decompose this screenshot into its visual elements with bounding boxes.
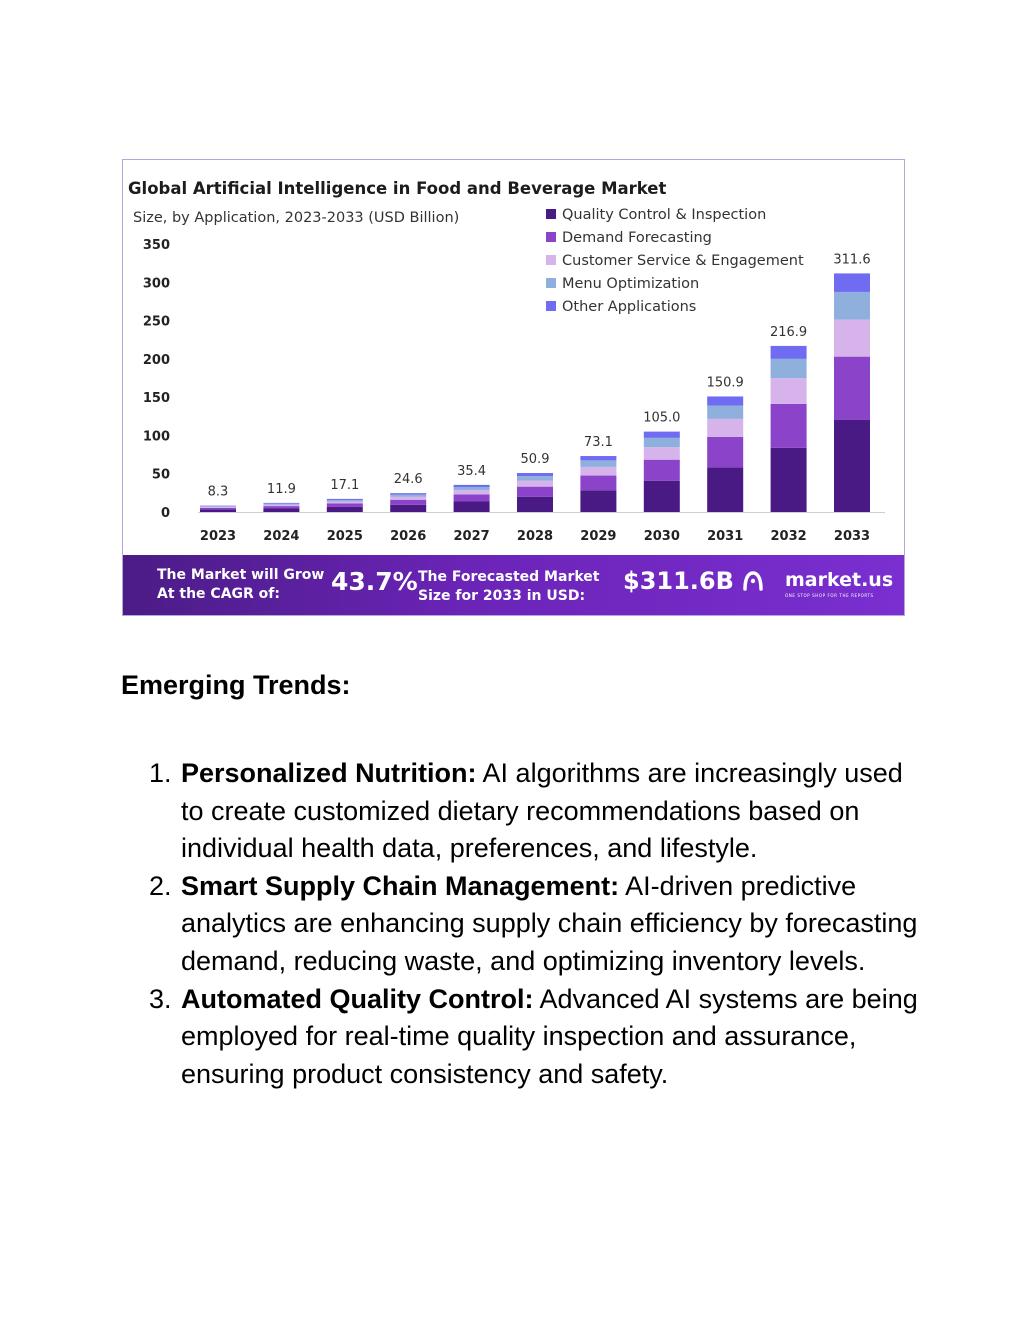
chart-legend bbox=[546, 207, 804, 315]
bar-segment bbox=[707, 419, 743, 437]
trend-description: AI-driven predictive analytics are enhancing supply chain efficiency by forecasting demand, reducing waste, and optimizing inventory levels. bbox=[181, 870, 918, 976]
trend-description: Advanced AI systems are being employed for real-time quality inspection and assurance, ensuring product consistency and safety. bbox=[181, 983, 918, 1089]
bar-segment bbox=[200, 510, 236, 512]
bar-segment bbox=[200, 507, 236, 508]
bar-stacks bbox=[200, 273, 870, 512]
legend-swatch bbox=[546, 255, 556, 265]
bar-segment bbox=[327, 504, 363, 507]
forecast-value: $311.6B bbox=[623, 567, 734, 595]
x-tick-label: 2025 bbox=[326, 529, 363, 544]
x-tick-label: 2023 bbox=[199, 529, 237, 544]
legend-swatch bbox=[546, 209, 556, 219]
trend-item bbox=[121, 868, 921, 981]
bar-segment bbox=[517, 487, 553, 497]
cagr-caption-line2: At the CAGR of: bbox=[157, 586, 280, 602]
bar-total-label: 17.1 bbox=[330, 477, 360, 493]
trend-number: 1. bbox=[149, 758, 172, 788]
bar-segment bbox=[771, 378, 807, 404]
bar-segment bbox=[454, 494, 490, 501]
chart-subtitle: Size, by Application, 2023-2033 (USD Billion) bbox=[133, 210, 460, 226]
bar-segment bbox=[517, 497, 553, 512]
bar-segment bbox=[517, 481, 553, 487]
bar-segment bbox=[834, 273, 870, 292]
bar-total-label: 11.9 bbox=[266, 481, 296, 497]
x-axis bbox=[198, 513, 885, 545]
trend-title: Automated Quality Control: bbox=[181, 983, 534, 1014]
bar-segment bbox=[327, 499, 363, 500]
bar-segment bbox=[327, 502, 363, 504]
legend-swatch bbox=[546, 232, 556, 242]
bar-segment bbox=[390, 505, 426, 512]
y-tick-label: 100 bbox=[142, 429, 170, 445]
bar-segment bbox=[707, 396, 743, 405]
legend-entry: Other Applications bbox=[562, 299, 697, 315]
y-tick-label: 300 bbox=[142, 276, 170, 292]
bar-segment bbox=[454, 502, 490, 512]
bar-segment bbox=[454, 487, 490, 490]
summary-banner bbox=[123, 555, 905, 616]
bar-segment bbox=[390, 495, 426, 497]
market-us-logo-icon bbox=[743, 567, 763, 593]
bar-total-label: 150.9 bbox=[706, 375, 744, 391]
x-tick-label: 2029 bbox=[580, 529, 617, 544]
bar-segment bbox=[771, 404, 807, 448]
bar-segment bbox=[263, 505, 299, 506]
x-tick-label: 2033 bbox=[833, 529, 871, 544]
bar-total-label: 35.4 bbox=[457, 463, 487, 479]
y-tick-label: 150 bbox=[142, 391, 170, 407]
brand-tagline: ONE STOP SHOP FOR THE REPORTS bbox=[785, 593, 874, 598]
market-chart bbox=[123, 160, 905, 555]
bar-total-label: 73.1 bbox=[583, 435, 613, 451]
bar-segment bbox=[263, 508, 299, 512]
cagr-caption-line1: The Market will Grow bbox=[157, 567, 325, 583]
bar-segment bbox=[200, 508, 236, 510]
legend-entry: Customer Service & Engagement bbox=[562, 253, 804, 269]
x-tick-label: 2024 bbox=[263, 529, 300, 544]
bar-segment bbox=[644, 481, 680, 512]
bar-segment bbox=[771, 346, 807, 359]
bar-segment bbox=[707, 405, 743, 418]
bar-segment bbox=[517, 473, 553, 476]
bar-segment bbox=[771, 359, 807, 378]
bar-segment bbox=[834, 320, 870, 357]
x-tick-label: 2030 bbox=[643, 529, 680, 544]
trend-description: AI algorithms are increasingly used to create customized dietary recommendations based on individual health data, preferences, and lifestyle. bbox=[181, 758, 903, 864]
trend-number: 2. bbox=[149, 870, 172, 901]
market-chart-card bbox=[122, 159, 905, 616]
x-tick-label: 2026 bbox=[390, 529, 427, 544]
trend-item bbox=[121, 981, 921, 1094]
bar-total-label: 50.9 bbox=[520, 452, 550, 468]
y-axis bbox=[143, 238, 170, 521]
bar-segment bbox=[644, 438, 680, 447]
legend-entry: Demand Forecasting bbox=[562, 230, 712, 246]
y-tick-label: 50 bbox=[151, 467, 170, 483]
bar-total-label: 105.0 bbox=[643, 410, 681, 426]
y-tick-label: 250 bbox=[142, 314, 170, 330]
bar-segment bbox=[390, 500, 426, 505]
bar-segment bbox=[834, 357, 870, 420]
bar-segment bbox=[644, 447, 680, 459]
bar-segment bbox=[390, 497, 426, 500]
bar-segment bbox=[390, 493, 426, 494]
bar-segment bbox=[517, 476, 553, 481]
y-tick-label: 0 bbox=[160, 506, 170, 521]
x-tick-label: 2028 bbox=[516, 529, 554, 544]
cagr-value: 43.7% bbox=[331, 567, 418, 596]
y-tick-label: 200 bbox=[142, 352, 170, 368]
bar-segment bbox=[771, 448, 807, 512]
bar-segment bbox=[834, 292, 870, 320]
trend-title: Personalized Nutrition: bbox=[181, 758, 477, 788]
bar-segment bbox=[580, 467, 616, 476]
brand-name: market.us bbox=[785, 569, 894, 591]
bar-segment bbox=[580, 490, 616, 512]
legend-entry: Menu Optimization bbox=[562, 276, 700, 292]
trends-heading: Emerging Trends: bbox=[121, 670, 351, 700]
bar-segment bbox=[580, 460, 616, 467]
bar-segment bbox=[263, 506, 299, 508]
bar-segment bbox=[707, 437, 743, 467]
bar-segment bbox=[263, 504, 299, 505]
forecast-caption-line2: Size for 2033 in USD: bbox=[418, 588, 586, 604]
trend-item bbox=[121, 755, 921, 868]
bar-segment bbox=[580, 456, 616, 460]
bar-segment bbox=[834, 420, 870, 512]
legend-swatch bbox=[546, 278, 556, 288]
bar-segment bbox=[263, 503, 299, 504]
bar-segment bbox=[454, 490, 490, 494]
trend-number: 3. bbox=[149, 983, 172, 1014]
trend-title: Smart Supply Chain Management: bbox=[181, 870, 620, 901]
chart-title: Global Artificial Intelligence in Food and Beverage Market bbox=[128, 179, 667, 198]
x-tick-label: 2031 bbox=[707, 529, 744, 544]
bar-segment bbox=[327, 507, 363, 512]
bar-total-label: 216.9 bbox=[769, 324, 808, 340]
bar-segment bbox=[644, 432, 680, 438]
legend-entry: Quality Control & Inspection bbox=[562, 207, 767, 223]
x-tick-label: 2027 bbox=[453, 529, 490, 544]
trends-list bbox=[121, 755, 921, 1093]
bar-segment bbox=[644, 460, 680, 481]
legend-swatch bbox=[546, 301, 556, 311]
bar-segment bbox=[707, 467, 743, 512]
bar-segment bbox=[200, 506, 236, 507]
bar-segment bbox=[200, 506, 236, 507]
forecast-caption-line1: The Forecasted Market bbox=[418, 569, 600, 585]
x-tick-label: 2032 bbox=[770, 529, 807, 544]
y-tick-label: 350 bbox=[142, 238, 170, 253]
bar-total-label: 24.6 bbox=[393, 472, 423, 488]
bar-segment bbox=[580, 476, 616, 491]
bar-segment bbox=[454, 485, 490, 487]
bar-segment bbox=[327, 500, 363, 502]
bar-total-label: 8.3 bbox=[207, 484, 229, 500]
bar-total-label: 311.6 bbox=[833, 252, 871, 268]
